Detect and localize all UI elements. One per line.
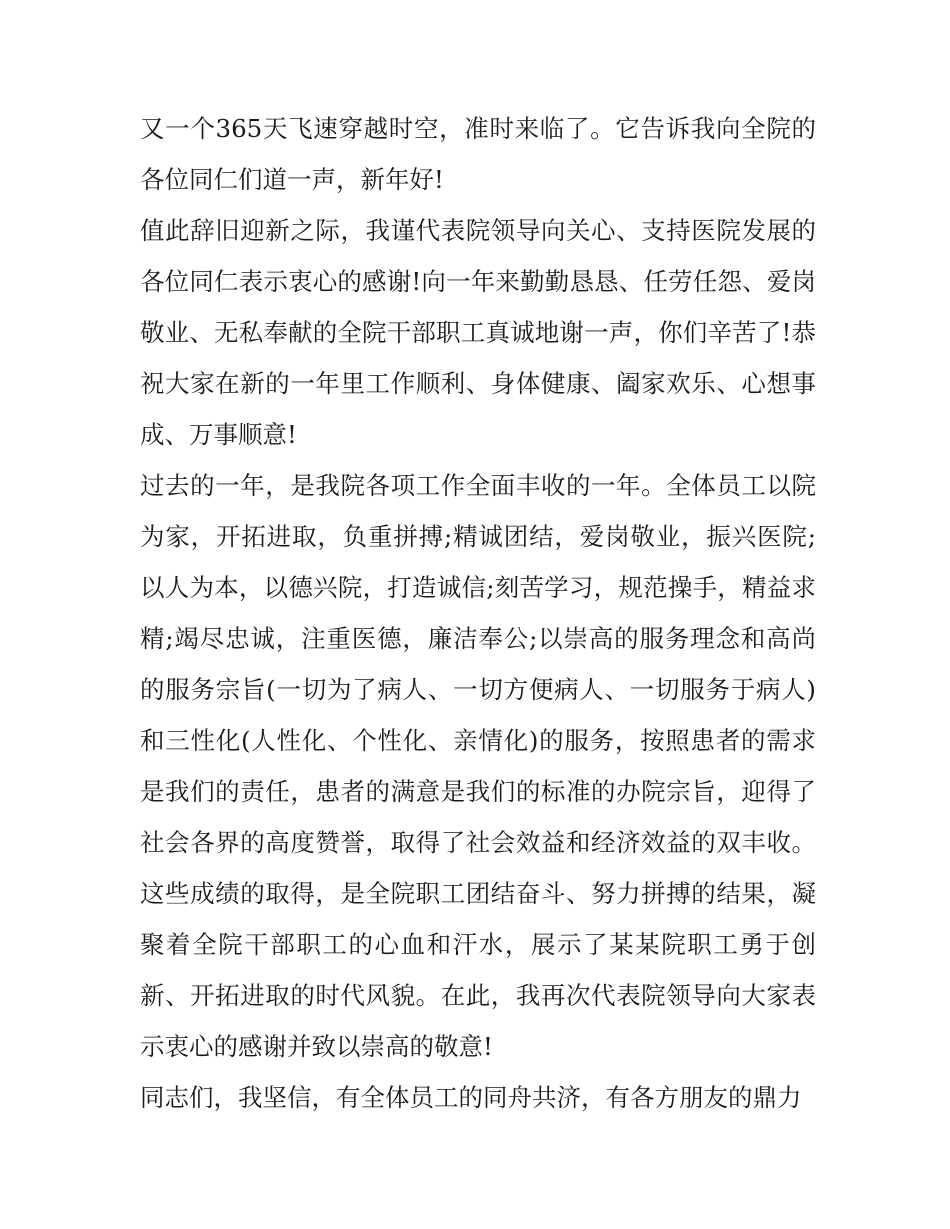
paragraph-thanks: 值此辞旧迎新之际，我谨代表院领导向关心、支持医院发展的各位同仁表示衷心的感谢!向一年来勤勤恳恳、任劳任怨、爱岗敬业、无私奉献的全院干部职工真诚地谢一声，你们辛苦了!恭祝大家在新的一年里工作顺利、身体健康、阖家欢乐、心想事成、万事顺意! [140, 216, 816, 449]
paragraph-past-year-review: 过去的一年，是我院各项工作全面丰收的一年。全体员工以院为家，开拓进取，负重拼搏;精诚团结，爱岗敬业，振兴医院;以人为本，以德兴院，打造诚信;刻苦学习，规范操手，精益求精;竭尽忠诚，注重医德，廉洁奉公;以崇高的服务理念和高尚的服务宗旨(一切为了病人、一切方便病人、一切服务于病人)和三性化(人性化、个性化、亲情化)的服务，按照患者的需求是我们的责任，患者的满意是我们的标准的办院宗旨，迎得了社会各界的高度赞誉，取得了社会效益和经济效益的双丰收。这些成绩的取得，是全院职工团结奋斗、努力拼搏的结果，凝聚着全院干部职工的心血和汗水，展示了某某院职工勇于创新、开拓进取的时代风貌。在此，我再次代表院领导向大家表示衷心的感谢并致以崇高的敬意! [140, 471, 816, 1061]
paragraph-confidence: 同志们，我坚信，有全体员工的同舟共济，有各方朋友的鼎力 [140, 1083, 802, 1112]
paragraph-new-year-greeting: 又一个365天飞速穿越时空，准时来临了。它告诉我向全院的各位同仁们道一声，新年好! [140, 114, 816, 194]
document-body [140, 103, 816, 1123]
